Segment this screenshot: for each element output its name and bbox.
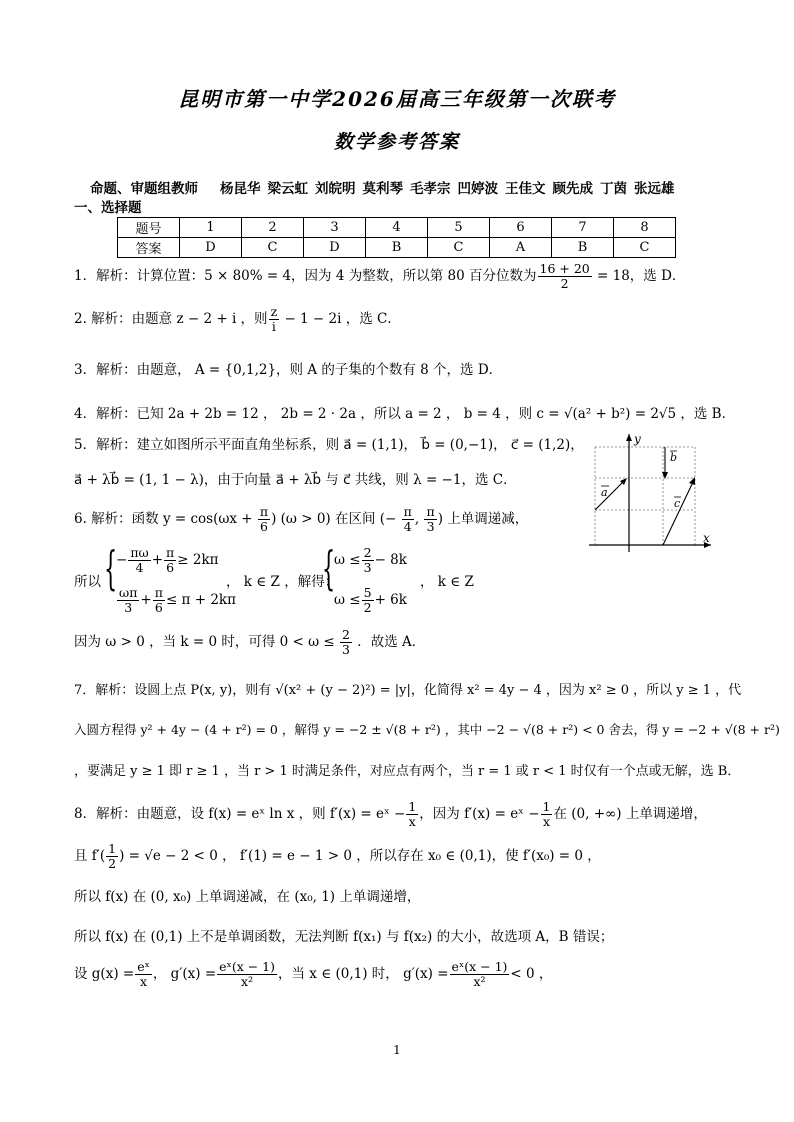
solution-5-line1: 5．解析：建立如图所示平面直角坐标系，则 a⃗ = (1,1)， b⃗ = (0,−1)， c⃗ = (1,2)， [74,437,584,453]
solution-6-line3 [74,628,425,657]
math-text: − 8k [374,552,407,568]
solution-8-line3: 所以 f(x) 在 (0, x₀) 上单调递减，在 (x₀, 1) 上单调递增， [74,889,421,905]
fraction-denominator: 4 [403,519,412,534]
fraction-numerator: eˣ [137,959,150,974]
authors-line [90,177,682,197]
author-name: 莫利琴 [362,181,403,197]
solution-6-label: 所以 [74,574,101,590]
table-cell: 7 [552,218,614,238]
fraction-numerator: π [259,504,269,519]
y-axis-arrow [626,434,632,441]
author-name: 毛孝宗 [410,181,451,197]
answer-table [117,217,676,258]
fraction [450,960,510,989]
fraction-numerator: eˣ(x − 1) [451,959,508,974]
fraction-numerator: π [154,585,163,600]
fraction [541,800,553,829]
solution-7-line3: ，要满足 y ≥ 1 即 r ≥ 1 ，当 r > 1 时满足条件，对应点有两个，当 r = 1 或 r < 1 时仅有一个点或无解，选 B． [74,764,741,779]
solution-6-line1 [74,505,528,534]
table-cell: 4 [366,218,428,238]
section-heading: 一、选择题 [74,200,142,216]
author-name: 丁茵 [600,181,627,197]
fraction [424,505,436,534]
solution-6-end: ， k ∈ Z [420,574,474,590]
fraction-numerator: ωπ [119,585,138,600]
table-cell: 8 [614,218,676,238]
solution-text: 2. 解析：由题意 z − 2 + i ，则 [74,311,268,327]
fraction-denominator: 3 [342,642,350,657]
math-text: + [151,552,164,568]
math-text: ≥ 2kπ [177,552,219,568]
fraction-numerator: 2 [342,627,350,642]
math-text: − [116,552,128,568]
author-name: 顾先成 [552,181,593,197]
table-cell: D [304,238,366,258]
fraction [135,960,152,989]
solution-8-line5 [74,960,552,989]
x-axis-label: x [703,531,710,545]
fraction-numerator: π [166,545,175,560]
system-row [334,546,407,575]
fraction [117,586,139,615]
fraction-denominator: x² [473,974,486,989]
vector-a-label: a [601,486,608,499]
table-cell: B [366,238,428,258]
table-cell: B [552,238,614,258]
vector-figure [585,430,715,560]
solution-3: 3．解析：由题意， A = {0,1,2}，则 A 的子集的个数有 8 个，选 D． [74,362,503,378]
solution-7-line2: 入圆方程得 y² + 4y − (4 + r²) = 0 ，解得 y = −2 ± √(8 + r²) ，其中 −2 − √(8 + r²) < 0 舍去，得 y = −2 + √(8 + r²) [74,722,780,737]
table-cell: D [180,238,242,258]
page-title: 昆明市第一中学2026届高三年级第一次联考 [178,87,616,111]
fraction [362,546,374,575]
table-cell: 1 [180,218,242,238]
system-row [116,586,236,615]
table-cell: 6 [490,218,552,238]
table-row [118,218,676,238]
solution-text: 1．解析：计算位置：5 × 80% = 4，因为 4 为整数，所以第 80 百分位数为 [74,268,537,284]
solution-4: 4．解析：已知 2a + 2b = 12 ， 2b = 2 · 2a ，所以 a = 2 ， b = 4 ，则 c = √(a² + b²) = 2√5 ，选 B． [74,406,736,422]
fraction-denominator: 6 [166,560,175,575]
system-row [116,546,219,575]
fraction [269,305,280,334]
math-text: + [140,592,152,608]
fraction-numerator: 1 [542,799,551,814]
fraction-denominator: x [408,814,416,829]
solution-5-line2: a⃗ + λb⃗ = (1, 1 − λ)，由于向量 a⃗ + λb⃗ 与 c⃗ 共线，则 λ = −1，选 C． [74,472,517,488]
solution-text: 设 g(x) = [74,966,135,982]
table-cell: 3 [304,218,366,238]
math-text: ω ≤ [334,552,361,568]
solution-text: , [414,511,424,527]
solution-text: ．故选 A． [352,634,426,650]
solution-text: 且 f′( [74,848,106,864]
solution-2 [74,305,401,334]
fraction-numerator: 2 [363,545,372,560]
fraction-numerator: π [403,504,412,519]
solution-text: 因为 ω > 0 ，当 k = 0 时，可得 0 < ω ≤ [74,634,339,650]
fraction-denominator: x [140,974,148,989]
fraction-numerator: 5 [363,585,372,600]
table-cell: 5 [428,218,490,238]
fraction-numerator: z [270,304,278,319]
math-text: ω ≤ [334,592,361,608]
solution-8-line1 [74,800,707,829]
solution-text: ) (ω > 0) 在区间 (− [271,511,401,527]
fraction-denominator: 2 [363,600,372,615]
fraction-denominator: x [542,814,551,829]
table-cell: 2 [242,218,304,238]
fraction [128,546,150,575]
solution-text: ， g′(x) = [152,966,217,982]
vector-b-label: b [670,451,678,464]
fraction [362,586,374,615]
page-subtitle: 数学参考答案 [333,131,460,153]
fraction [153,586,165,615]
author-name: 王佳文 [505,181,546,197]
solution-text: 8．解析：由题意，设 f(x) = eˣ ln x ，则 f′(x) = eˣ − [74,806,406,822]
fraction-numerator: πω [130,545,149,560]
fraction-denominator: x² [241,974,254,989]
fraction-denominator: 2 [108,856,117,871]
author-name: 刘皖明 [315,181,356,197]
solution-1 [74,262,685,291]
solution-text: 6. 解析：函数 y = cos(ωx + [74,511,257,527]
solution-6-mid: ， k ∈ Z ，解得： [226,574,339,590]
table-cell: C [428,238,490,258]
fraction [340,628,352,657]
table-cell: 答案 [118,238,180,258]
brace-left: { [322,541,336,595]
y-axis-label: y [634,432,641,446]
fraction-numerator: 1 [408,799,417,814]
authors-label: 命题、审题组教师 [90,181,198,197]
table-cell: 题号 [118,218,180,238]
solution-text: − 1 − 2i ，选 C． [280,311,401,327]
fraction-numerator: 1 [108,841,117,856]
fraction-numerator: π [426,504,435,519]
author-name: 杨昆华 [220,181,261,197]
author-name: 张远雄 [634,181,675,197]
table-row [118,238,676,258]
vector-a [595,480,625,510]
author-name: 梁云虹 [267,181,308,197]
vector-c [663,480,694,545]
fraction-numerator: eˣ(x − 1) [219,959,276,974]
fraction [258,505,270,534]
solution-text: < 0 ， [510,966,553,982]
system-row [334,586,407,615]
solution-text: ) = √e − 2 < 0 ， f′(1) = e − 1 > 0 ，所以存在 x₀ ∈ (0,1)，使 f′(x₀) = 0 ， [119,848,601,864]
fraction-denominator: 2 [560,276,569,291]
solution-text: ，因为 f′(x) = eˣ − [419,806,540,822]
math-text: + 6k [374,592,407,608]
fraction-denominator: 3 [124,600,133,615]
solution-text: 在 (0, +∞) 上单调递增， [553,806,707,822]
solution-8-line2 [74,842,601,871]
table-cell: A [490,238,552,258]
table-cell: C [614,238,676,258]
fraction [106,842,118,871]
brace-left: { [104,541,118,595]
fraction-denominator: 3 [363,560,372,575]
solution-8-line4: 所以 f(x) 在 (0,1) 上不是单调函数，无法判断 f(x₁) 与 f(x₂) 的大小，故选项 A，B 错误； [74,929,614,945]
fraction [406,800,418,829]
fraction [538,262,592,291]
fraction-denominator: i [271,319,276,334]
page-number: 1 [393,1043,401,1057]
fraction-denominator: 3 [426,519,435,534]
author-name: 凹婷波 [457,181,498,197]
fraction-denominator: 6 [154,600,163,615]
solution-text: ) 上单调递减， [437,511,529,527]
fraction [402,505,414,534]
fraction-numerator: 16 + 20 [539,261,590,276]
fraction [164,546,176,575]
solution-7-line1: 7．解析：设圆上点 P(x, y)，则有 √(x² + (y − 2)²) = |y|，化简得 x² = 4y − 4 ，因为 x² ≥ 0 ，所以 y ≥ 1 ，代 [74,683,742,698]
fraction [217,960,277,989]
fraction-denominator: 4 [135,560,144,575]
math-text: ≤ π + 2kπ [165,592,236,608]
vector-c-label: c [674,497,681,510]
table-cell: C [242,238,304,258]
fraction-denominator: 6 [260,519,268,534]
solution-text: ，当 x ∈ (0,1) 时， g′(x) = [278,966,449,982]
solution-text: = 18，选 D． [592,268,686,284]
